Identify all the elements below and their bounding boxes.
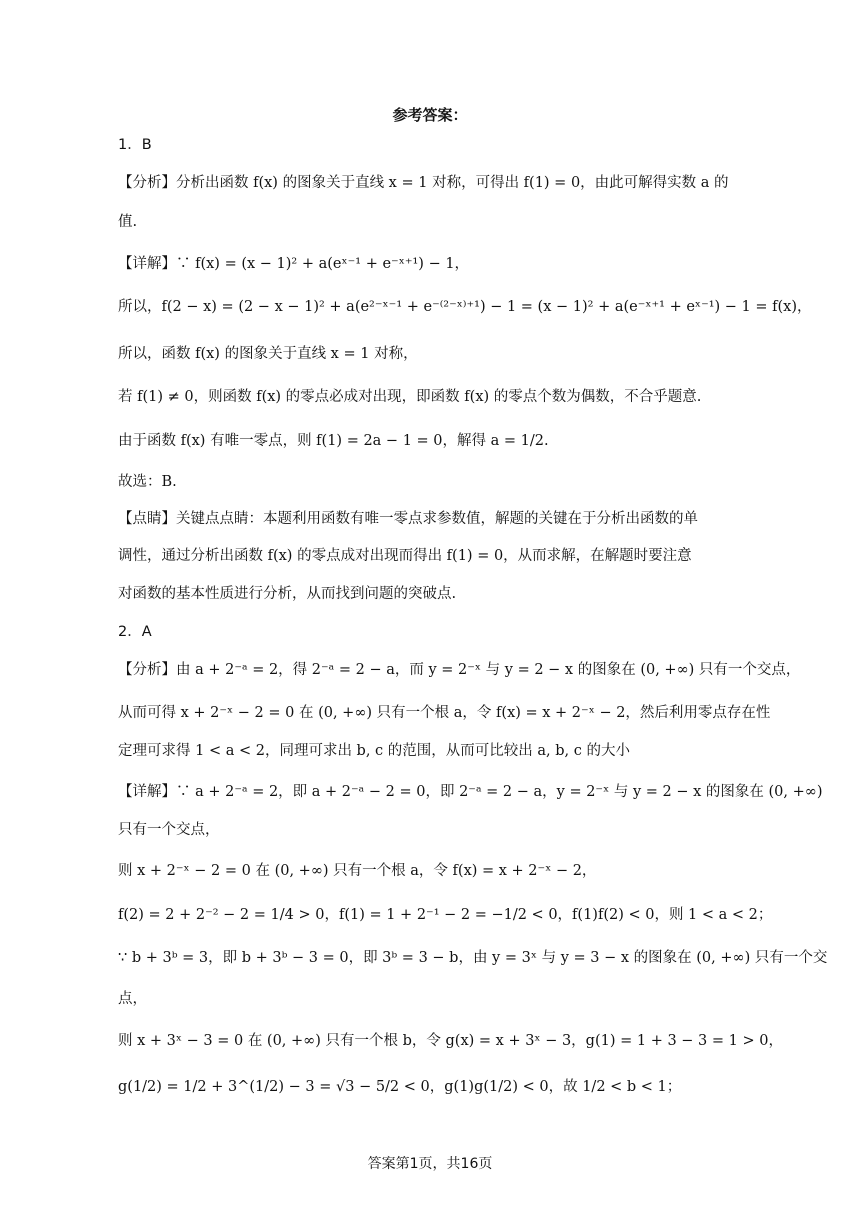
page-title: 参考答案：: [392, 106, 468, 124]
detail-2-line-5: ∵ b + 3ᵇ = 3，即 b + 3ᵇ − 3 = 0，即 3ᵇ = 3 − b，由 y = 3ˣ 与 y = 3 − x 的图象在 (0, +∞) 只有一个交: [118, 950, 828, 966]
comment-1-line-3: 对函数的基本性质进行分析，从而找到问题的突破点.: [118, 586, 457, 602]
detail-1-line-4: 若 f(1) ≠ 0，则函数 f(x) 的零点必成对出现，即函数 f(x) 的零点个数为偶数，不合乎题意.: [118, 389, 702, 405]
analysis-2-line-2: 从而可得 x + 2⁻ˣ − 2 = 0 在 (0, +∞) 只有一个根 a，令 f(x) = x + 2⁻ˣ − 2，然后利用零点存在性: [118, 705, 771, 721]
question-number-2: 2．A: [118, 624, 152, 640]
page-footer: 答案第1页，共16页: [367, 1156, 493, 1172]
detail-2-line-3: 则 x + 2⁻ˣ − 2 = 0 在 (0, +∞) 只有一个根 a，令 f(x) = x + 2⁻ˣ − 2，: [118, 863, 597, 879]
comment-1-line-2: 调性，通过分析出函数 f(x) 的零点成对出现而得出 f(1) = 0，从而求解，在解题时要注意: [118, 548, 692, 564]
detail-1-line-2: 所以，f(2 − x) = (2 − x − 1)² + a(e²⁻ˣ⁻¹ + e⁻⁽²⁻ˣ⁾⁺¹) − 1 = (x − 1)² + a(e⁻ˣ⁺¹ + eˣ⁻¹) − 1 = f(x)，: [118, 299, 812, 315]
analysis-2-line-1: 【分析】由 a + 2⁻ᵃ = 2，得 2⁻ᵃ = 2 − a，而 y = 2⁻ˣ 与 y = 2 − x 的图象在 (0, +∞) 只有一个交点，: [118, 662, 801, 678]
detail-1-line-5: 由于函数 f(x) 有唯一零点，则 f(1) = 2a − 1 = 0，解得 a = 1/2.: [118, 433, 549, 449]
detail-2-line-2: 只有一个交点，: [118, 822, 220, 838]
detail-2-line-8: g(1/2) = 1/2 + 3^(1/2) − 3 = √3 − 5/2 < 0，g(1)g(1/2) < 0，故 1/2 < b < 1；: [118, 1079, 682, 1095]
comment-1-line-1: 【点睛】关键点点睛：本题利用函数有唯一零点求参数值，解题的关键在于分析出函数的单: [118, 511, 698, 527]
analysis-2-line-3: 定理可求得 1 < a < 2，同理可求出 b, c 的范围，从而可比较出 a, b, c 的大小: [118, 743, 630, 759]
detail-1-line-3: 所以，函数 f(x) 的图象关于直线 x = 1 对称，: [118, 346, 418, 362]
question-number-1: 1．B: [118, 137, 152, 153]
answer-choice-1: 故选：B.: [118, 474, 177, 490]
detail-2-line-7: 则 x + 3ˣ − 3 = 0 在 (0, +∞) 只有一个根 b，令 g(x) = x + 3ˣ − 3，g(1) = 1 + 3 − 3 = 1 > 0，: [118, 1033, 783, 1049]
detail-2-line-1: 【详解】∵ a + 2⁻ᵃ = 2，即 a + 2⁻ᵃ − 2 = 0，即 2⁻ᵃ = 2 − a，y = 2⁻ˣ 与 y = 2 − x 的图象在 (0, +∞): [118, 784, 823, 800]
detail-2-line-6: 点，: [118, 991, 147, 1007]
detail-2-line-4: f(2) = 2 + 2⁻² − 2 = 1/4 > 0，f(1) = 1 + 2⁻¹ − 2 = −1/2 < 0，f(1)f(2) < 0，则 1 < a < 2；: [118, 907, 773, 923]
analysis-1-line-2: 值.: [118, 214, 138, 230]
detail-1-line-1: 【详解】∵ f(x) = (x − 1)² + a(eˣ⁻¹ + e⁻ˣ⁺¹) − 1，: [118, 256, 470, 272]
analysis-1-line-1: 【分析】分析出函数 f(x) 的图象关于直线 x = 1 对称，可得出 f(1) = 0，由此可解得实数 a 的: [118, 175, 729, 191]
